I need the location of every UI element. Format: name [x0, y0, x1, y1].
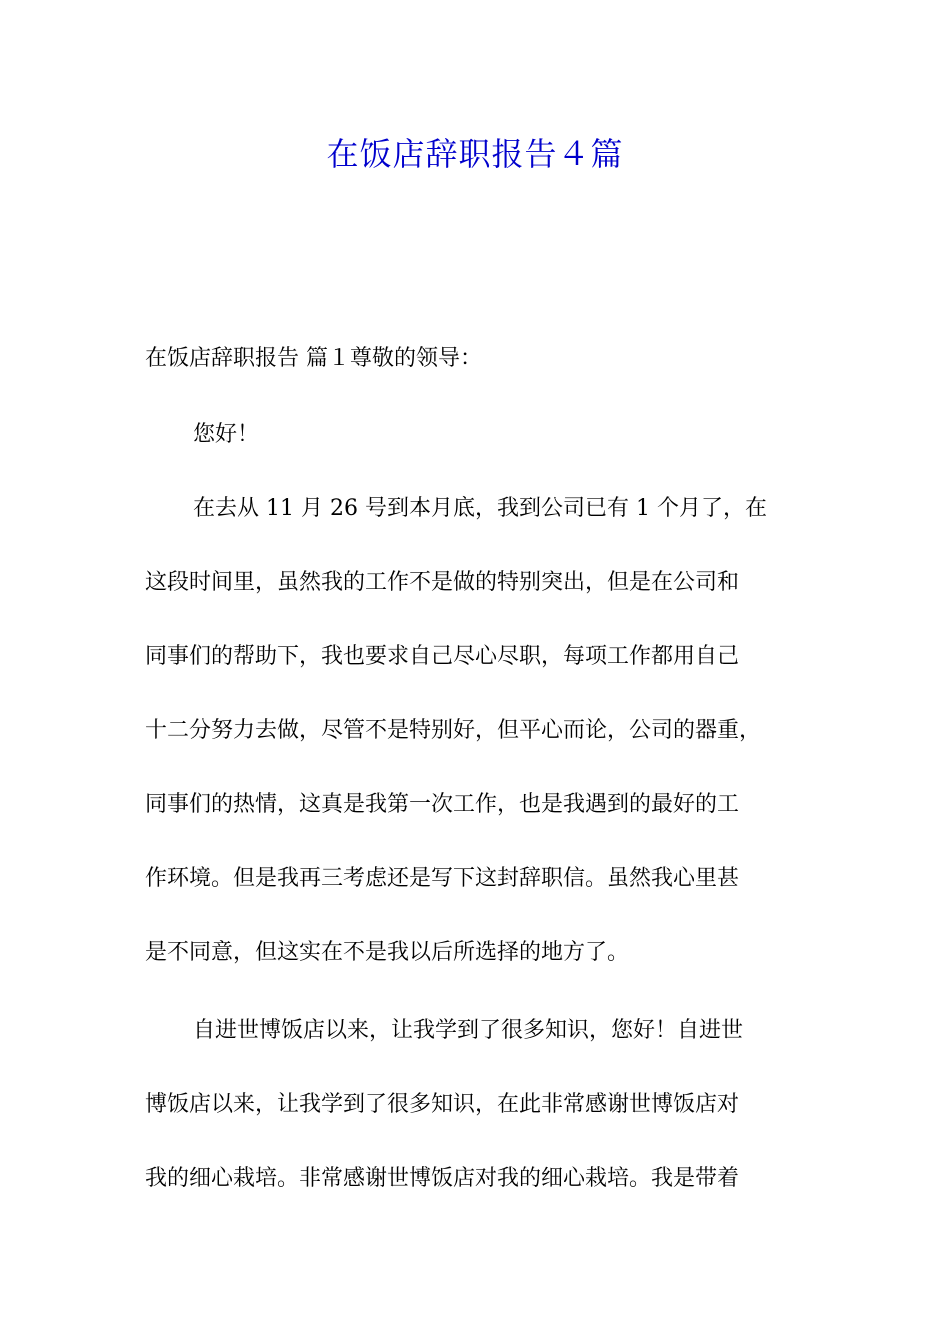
paragraph-line: 在去从 11 月 26 号到本月底，我到公司已有 1 个月了，在	[193, 496, 767, 521]
paragraph-line: 同事们的热情，这真是我第一次工作，也是我遇到的最好的工	[145, 792, 740, 817]
heading-line: 在饭店辞职报告 篇１尊敬的领导：	[145, 346, 482, 371]
paragraph-line: 作环境。但是我再三考虑还是写下这封辞职信。虽然我心里甚	[145, 866, 740, 891]
document-title: 在饭店辞职报告４篇	[326, 135, 624, 173]
paragraph-line: 博饭店以来，让我学到了很多知识，在此非常感谢世博饭店对	[145, 1092, 740, 1117]
paragraph-line: 我的细心栽培。非常感谢世博饭店对我的细心栽培。我是带着	[145, 1166, 740, 1191]
paragraph-line: 十二分努力去做，尽管不是特别好，但平心而论，公司的器重，	[145, 718, 762, 743]
paragraph-line: 这段时间里，虽然我的工作不是做的特别突出，但是在公司和	[145, 570, 740, 595]
greeting-line: 您好！	[193, 422, 260, 447]
paragraph-line: 自进世博饭店以来，让我学到了很多知识，您好！自进世	[193, 1018, 744, 1043]
paragraph-line: 是不同意，但这实在不是我以后所选择的地方了。	[145, 940, 630, 965]
paragraph-line: 同事们的帮助下，我也要求自己尽心尽职，每项工作都用自己	[145, 644, 740, 669]
